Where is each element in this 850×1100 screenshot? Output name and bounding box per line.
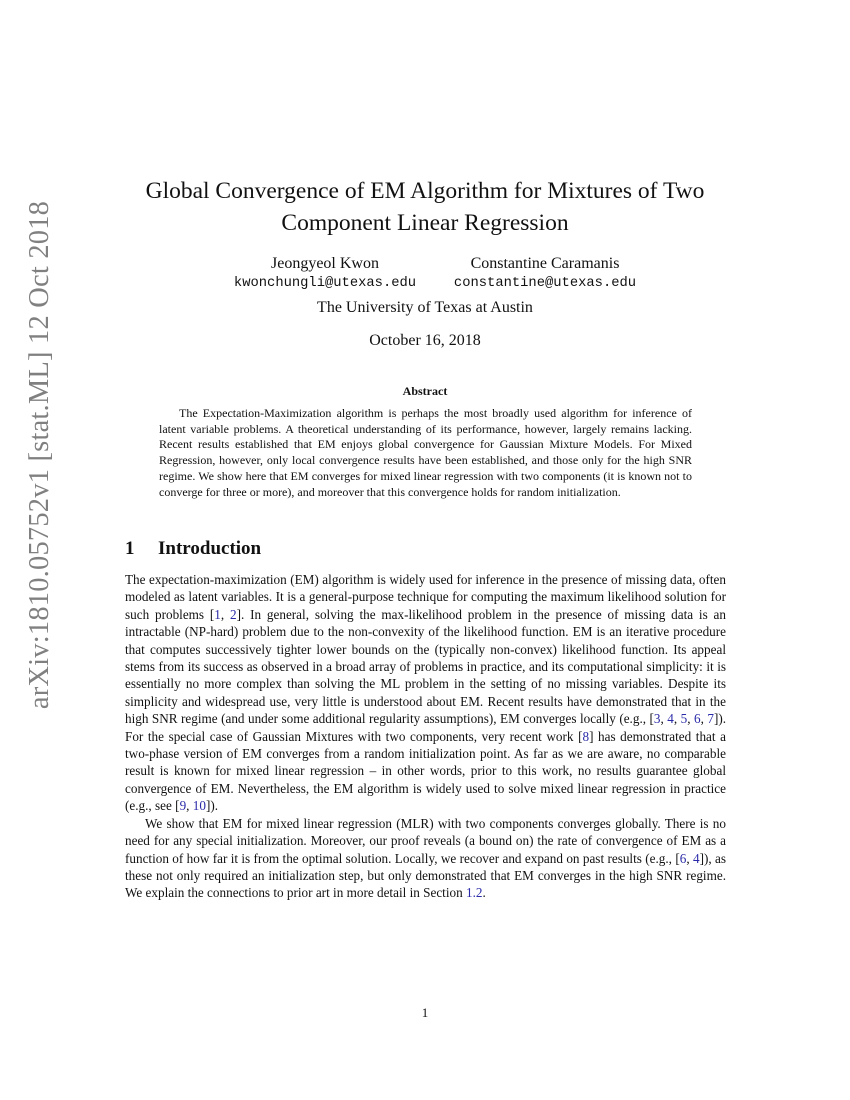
paragraph-1: The expectation-maximization (EM) algorithm is widely used for inference in the presence of missing data, often modeled as latent variables. It is a general-purpose technique for computing the maximum likelihood solution for such problems [1, 2]. In general, solving the max-likelihood problem in the presence of missing data is an intractable (NP-hard) problem due to the non-convexity of the likelihood function. EM is an iterative procedure that computes successively tighter lower bounds on the (typically non-convex) likelihood function. Its appeal stems from its success as observed in a broad array of problems in practice, and its computational simplicity: it is essentially no more complex than solving the ML problem in the setting of no missing variables. Despite its simplicity and widespread use, very little is understood about EM. Recent results have demonstrated that in the high SNR regime (and under some additional regularity assumptions), EM converges locally (e.g., [3, 4, 5, 6, 7]). For the special case of Gaussian Mixtures with two components, very recent work [8] has demonstrated that a two-phase version of EM converges from a random initialization point. As far as we are aware, no comparable result is known for mixed linear regression – in other words, prior to this work, no results guarantee global convergence of EM. Nevertheless, the EM algorithm is widely used to solve mixed linear regression in practice (e.g., see [9, 10]). xyxy=(125,572,727,814)
page-number: 1 xyxy=(421,1005,429,1020)
citation-link[interactable]: 6 xyxy=(693,711,701,727)
date: October 16, 2018 xyxy=(369,332,481,349)
abstract-heading: Abstract xyxy=(402,384,448,398)
author-block-1 xyxy=(205,254,445,294)
paragraph-2: We show that EM for mixed linear regression (MLR) with two components converges globally. There is no need for any special initialization. Moreover, our proof reveals (a bound on) the rate of convergence of EM as a function of how far it is from the optimal solution. Locally, we recover and expand on past results (e.g., [6, 4]), as these not only required an initialization step, but only demonstrated that EM converges in the high SNR regime. We explain the connections to prior art in more detail in Section 1.2. xyxy=(125,815,726,901)
citation-link[interactable]: 5 xyxy=(680,711,688,727)
citation-link[interactable]: 8 xyxy=(582,728,590,744)
author-email: kwonchungli@utexas.edu xyxy=(233,276,417,291)
citation-link[interactable]: 4 xyxy=(667,711,674,727)
author-name: Jeongyeol Kwon xyxy=(271,255,379,272)
citation-link[interactable]: 7 xyxy=(707,711,714,727)
section-number: 1 xyxy=(125,538,135,559)
section-title-text: Introduction xyxy=(158,538,262,559)
author-block-2 xyxy=(425,254,665,294)
citation-link[interactable]: 10 xyxy=(192,798,206,814)
abstract-text: The Expectation-Maximization algorithm is perhaps the most broadly used algorithm for inference of latent variable problems. A theoretical understanding of its performance, however, largely remains lacking. Recent results established that EM enjoys global convergence for Gaussian Mixture Models. For Mixed Regression, however, only local convergence results have been established, and those only for the high SNR regime. We show here that EM converges for mixed linear regression with two components (it is known not to converge for three or more), and moreover that this convergence holds for random initialization. xyxy=(159,406,692,499)
citation-link[interactable]: 6 xyxy=(679,850,687,866)
paper-title xyxy=(100,175,750,239)
author-name: Constantine Caramanis xyxy=(470,255,620,272)
arxiv-stamp-text: arXiv:1810.05752v1 [stat.ML] 12 Oct 2018 xyxy=(24,200,55,709)
section-reference-link[interactable]: 1.2 xyxy=(465,885,483,901)
arxiv-stamp xyxy=(18,200,62,709)
citation-link[interactable]: 2 xyxy=(230,606,237,622)
title-line-1: Global Convergence of EM Algorithm for Mixtures of Two xyxy=(145,178,705,204)
citation-link[interactable]: 1 xyxy=(214,606,221,622)
citation-link[interactable]: 9 xyxy=(179,798,187,814)
section-heading xyxy=(125,538,261,560)
body-text xyxy=(125,571,726,902)
abstract xyxy=(159,406,692,500)
title-line-2: Component Linear Regression xyxy=(281,210,569,236)
author-email: constantine@utexas.edu xyxy=(453,276,637,291)
citation-link[interactable]: 3 xyxy=(653,711,661,727)
affiliation: The University of Texas at Austin xyxy=(317,299,533,316)
citation-link[interactable]: 4 xyxy=(692,850,700,866)
